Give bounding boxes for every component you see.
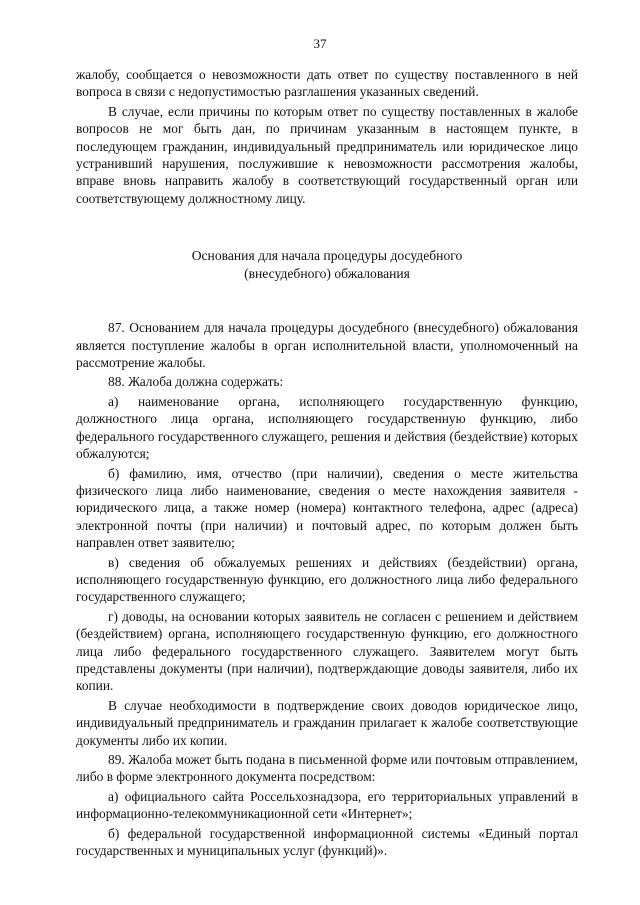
- paragraph-87: 87. Основанием для начала процедуры досудебного (внесудебного) обжалования является поступление жалобы в орган исполнительной власти, уполномоченный на рассмотрение жалобы.: [76, 320, 578, 371]
- paragraph-88-b: б) фамилию, имя, отчество (при наличии), сведения о месте жительства физического лица либо наименование, сведения о месте нахождения заявителя - юридического лица, а также номер (номера) контактного телефона, адрес (адреса) электронной почты (при наличии) и почтовый адрес, по которым должен быть направлен ответ заявителю;: [76, 465, 578, 551]
- paragraph-88-g: г) доводы, на основании которых заявитель не согласен с решением и действием (бездействием) органа, исполняющего государственную функцию, его должностного лица либо федерального государственного служащего. Заявителем могут быть представлены документы (при наличии), подтверждающие доводы заявителя, либо их копии.: [76, 608, 578, 694]
- section-heading-line-1: Основания для начала процедуры досудебного: [191, 248, 463, 264]
- paragraph-88: 88. Жалоба должна содержать:: [108, 374, 284, 390]
- paragraph-88-a: а) наименование органа, исполняющего государственную функцию, должностного лица органа, исполняющего государственную функцию, либо федерального государственного служащего, решения и действия (бездействие) которых обжалуются;: [76, 393, 578, 462]
- paragraph-resubmission: В случае, если причины по которым ответ по существу поставленных в жалобе вопросов не мог быть дан, по причинам указанным в настоящем пункте, в последующем гражданин, индивидуальный предприниматель или юридическое лицо устранивший нарушения, послужившие к невозможности рассмотрения жалобы, вправе вновь направить жалобу в соответствующий государственный орган или соответствующему должностному лицу.: [76, 103, 578, 206]
- section-heading-line-2: (внесудебного) обжалования: [244, 266, 410, 282]
- paragraph-88-v: в) сведения об обжалуемых решениях и действиях (бездействии) органа, исполняющего государственную функцию, его должностного лица либо федерального государственного служащего;: [76, 554, 578, 605]
- paragraph-continuation: жалобу, сообщается о невозможности дать ответ по существу поставленного в ней вопроса в связи с недопустимостью разглашения указанных сведений.: [76, 67, 578, 100]
- document-body: [76, 66, 578, 859]
- page-number: 37: [313, 36, 327, 51]
- paragraph-89: 89. Жалоба может быть подана в письменной форме или почтовым отправлением, либо в форме электронного документа посредством:: [76, 752, 578, 785]
- paragraph-89-a: а) официального сайта Россельхознадзора, его территориальных управлений в информационно-телекоммуникационной сети «Интернет»;: [76, 788, 578, 822]
- section-heading: [76, 247, 578, 283]
- paragraph-supporting-docs: В случае необходимости в подтверждение своих доводов юридическое лицо, индивидуальный предприниматель и гражданин прилагает к жалобе соответствующие документы либо их копии.: [76, 697, 578, 748]
- paragraph-89-b: б) федеральной государственной информационной системы «Единый портал государственных и муниципальных услуг (функций)».: [76, 825, 578, 859]
